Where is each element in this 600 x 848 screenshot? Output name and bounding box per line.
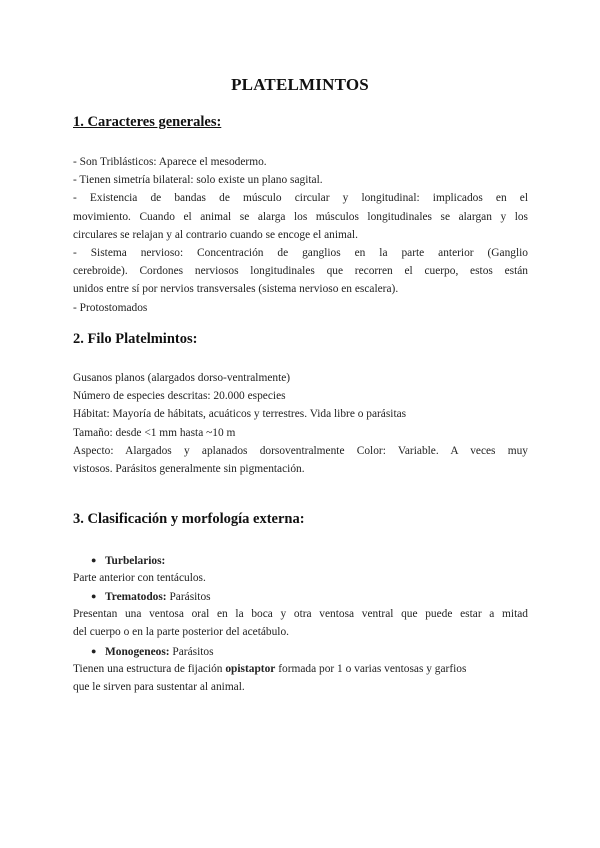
term-opistaptor: opistaptor xyxy=(225,663,276,675)
text-line: del cuerpo o en la parte posterior del acetábulo. xyxy=(73,626,290,639)
text-line xyxy=(73,660,528,678)
text-line: Gusanos planos (alargados dorso-ventralmente) xyxy=(73,372,291,384)
text-line: - Protostomados xyxy=(73,301,148,314)
text-line: Número de especies descritas: 20.000 especies xyxy=(73,390,286,403)
bullet-tag: Parásitos xyxy=(172,646,214,658)
text-run: formada por 1 o varias ventosas y garfios xyxy=(275,663,467,675)
bullet-icon: ● xyxy=(91,555,97,565)
bullet-title: Trematodos: xyxy=(105,591,167,603)
bullet-icon: ● xyxy=(91,591,97,601)
bullet-monogeneos xyxy=(91,642,214,661)
text-line: cerebroide). Cordones nerviosos longitudinales que recorren el cuerpo, estos están xyxy=(73,265,528,278)
text-line: vistosos. Parásitos generalmente sin pigmentación. xyxy=(73,463,305,476)
section-1-heading xyxy=(73,114,221,131)
section-2-heading: 2. Filo Platelmintos: xyxy=(73,331,198,347)
section-2-body xyxy=(73,369,528,478)
text-line: Parte anterior con tentáculos. xyxy=(73,572,206,584)
text-run: Tienen una estructura de fijación xyxy=(73,663,226,675)
bullet-icon: ● xyxy=(91,646,97,656)
page-title: PLATELMINTOS xyxy=(231,75,369,94)
text-line: que le sirven para sustentar al animal. xyxy=(73,681,245,694)
text-line: - Tienen simetría bilateral: solo existe un plano sagital. xyxy=(73,174,323,187)
turbelarios-body xyxy=(73,569,528,587)
text-line: Aspecto: Alargados y aplanados dorsoventralmente Color: Variable. A veces muy xyxy=(73,444,528,457)
text-line: - Existencia de bandas de músculo circular y longitudinal: implicados en el xyxy=(73,192,528,205)
section-1-body xyxy=(73,153,528,317)
text-line: Hábitat: Mayoría de hábitats, acuáticos y terrestres. Vida libre o parásitas xyxy=(73,408,407,421)
bullet-title: Turbelarios: xyxy=(105,555,166,567)
text-line: Presentan una ventosa oral en la boca y otra ventosa ventral que puede estar a mitad xyxy=(73,608,528,620)
bullet-tag: Parásitos xyxy=(169,591,211,603)
text-line: Tamaño: desde <1 mm hasta ~10 m xyxy=(73,426,236,439)
bullet-trematodos xyxy=(91,587,211,606)
section-1-heading-text: 1. Caracteres generales: xyxy=(73,114,222,130)
text-line: - Sistema nervioso: Concentración de ganglios en la parte anterior (Ganglio xyxy=(73,247,528,260)
text-line: movimiento. Cuando el animal se alarga los músculos longitudinales se alargan y los xyxy=(73,210,528,223)
monogeneos-body xyxy=(73,660,528,696)
text-line: - Son Triblásticos: Aparece el mesodermo. xyxy=(73,156,267,168)
bullet-turbelarios xyxy=(91,551,165,570)
text-line: unidos entre sí por nervios transversales (sistema nervioso en escalera). xyxy=(73,283,399,296)
trematodos-body xyxy=(73,605,528,641)
text-line: circulares se relajan y al contrario cuando se encoge el animal. xyxy=(73,228,358,241)
section-3-heading: 3. Clasificación y morfología externa: xyxy=(73,511,305,527)
bullet-title: Monogeneos: xyxy=(105,646,170,658)
